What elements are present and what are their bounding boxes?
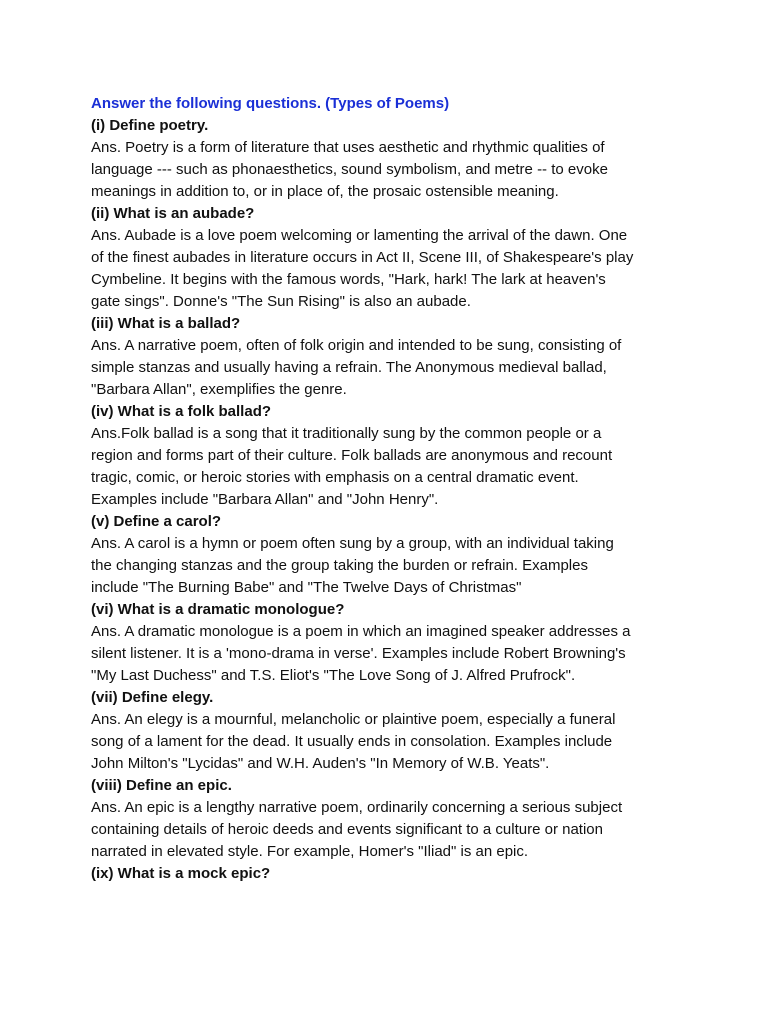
page-title: Answer the following questions. (Types of Poems): [91, 95, 450, 112]
answer-line: include "The Burning Babe" and "The Twelve Days of Christmas": [91, 579, 522, 596]
document-body: [91, 93, 691, 885]
answer-line: Ans. Poetry is a form of literature that uses aesthetic and rhythmic qualities of: [91, 139, 605, 156]
answer-line: "Barbara Allan", exemplifies the genre.: [91, 381, 347, 398]
answer-line: meanings in addition to, or in place of, the prosaic ostensible meaning.: [91, 183, 559, 200]
answer-line: Ans. A narrative poem, often of folk origin and intended to be sung, consisting of: [91, 337, 622, 354]
answer-line: the changing stanzas and the group taking the burden or refrain. Examples: [91, 557, 588, 574]
answer-line: Ans. Aubade is a love poem welcoming or lamenting the arrival of the dawn. One: [91, 227, 628, 244]
answer-line: language --- such as phonaesthetics, sound symbolism, and metre -- to evoke: [91, 161, 608, 178]
answer-text: [91, 225, 691, 313]
answer-line: region and forms part of their culture. Folk ballads are anonymous and recount: [91, 447, 613, 464]
answer-line: simple stanzas and usually having a refrain. The Anonymous medieval ballad,: [91, 359, 607, 376]
answer-text: [91, 621, 691, 687]
qa-item: [91, 203, 691, 313]
answer-line: Cymbeline. It begins with the famous words, "Hark, hark! The lark at heaven's: [91, 271, 606, 288]
answer-line: of the finest aubades in literature occurs in Act II, Scene III, of Shakespeare's play: [91, 249, 634, 266]
question-heading: (ii) What is an aubade?: [91, 205, 255, 222]
answer-line: containing details of heroic deeds and events significant to a culture or nation: [91, 821, 603, 838]
qa-item: [91, 775, 691, 863]
answer-line: silent listener. It is a 'mono-drama in verse'. Examples include Robert Browning's: [91, 645, 626, 662]
question-heading: (vi) What is a dramatic monologue?: [91, 601, 345, 618]
answer-line: John Milton's "Lycidas" and W.H. Auden's "In Memory of W.B. Yeats".: [91, 755, 550, 772]
answer-line: Ans. A dramatic monologue is a poem in which an imagined speaker addresses a: [91, 623, 631, 640]
answer-line: tragic, comic, or heroic stories with emphasis on a central dramatic event.: [91, 469, 579, 486]
question-heading: (ix) What is a mock epic?: [91, 865, 271, 882]
answer-text: [91, 423, 691, 511]
qa-item: [91, 115, 691, 203]
qa-item: [91, 401, 691, 511]
question-heading: (iv) What is a folk ballad?: [91, 403, 272, 420]
answer-text: [91, 533, 691, 599]
answer-line: gate sings". Donne's "The Sun Rising" is also an aubade.: [91, 293, 471, 310]
answer-text: [91, 797, 691, 863]
question-heading: (iii) What is a ballad?: [91, 315, 241, 332]
answer-line: Ans. A carol is a hymn or poem often sung by a group, with an individual taking: [91, 535, 614, 552]
qa-item: [91, 687, 691, 775]
answer-line: Ans. An elegy is a mournful, melancholic or plaintive poem, especially a funeral: [91, 711, 616, 728]
answer-line: Ans. An epic is a lengthy narrative poem, ordinarily concerning a serious subject: [91, 799, 623, 816]
qa-item: [91, 599, 691, 687]
qa-list: [91, 115, 691, 885]
question-heading: (v) Define a carol?: [91, 513, 222, 530]
answer-text: [91, 709, 691, 775]
qa-item: [91, 863, 691, 885]
answer-line: narrated in elevated style. For example, Homer's "Iliad" is an epic.: [91, 843, 529, 860]
qa-item: [91, 313, 691, 401]
question-heading: (i) Define poetry.: [91, 117, 209, 134]
answer-line: Examples include "Barbara Allan" and "John Henry".: [91, 491, 439, 508]
answer-line: "My Last Duchess" and T.S. Eliot's "The Love Song of J. Alfred Prufrock".: [91, 667, 576, 684]
question-heading: (viii) Define an epic.: [91, 777, 232, 794]
answer-text: [91, 335, 691, 401]
qa-item: [91, 511, 691, 599]
answer-text: [91, 137, 691, 203]
answer-line: song of a lament for the dead. It usually ends in consolation. Examples include: [91, 733, 613, 750]
question-heading: (vii) Define elegy.: [91, 689, 214, 706]
answer-line: Ans.Folk ballad is a song that it traditionally sung by the common people or a: [91, 425, 602, 442]
